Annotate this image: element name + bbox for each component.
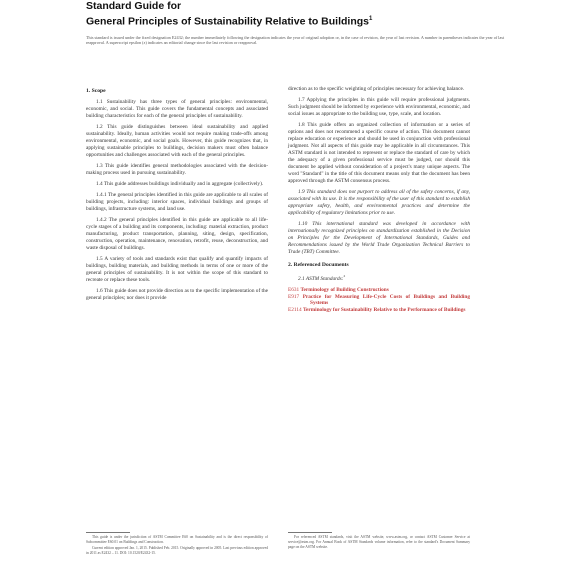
title-line-1: Standard Guide for [86, 0, 182, 12]
referenced-documents-heading: 2. Referenced Documents [288, 262, 349, 268]
document-header [86, 0, 516, 46]
reference-title[interactable]: Terminology of Building Constructions [300, 286, 389, 293]
paragraph-1-10: 1.10 This international standard was developed in accordance with internationally recognized principles on standardization established in the Decision on Principles for the Development of International Standards, Guides and Recommendations issued by the World Trade Organization Technical Barriers to Trade (TBT) Committee. [288, 221, 470, 255]
paragraph-1-6: 1.6 This guide does not provide direction as to the specific implementation of the general principles; nor does it provide [86, 288, 269, 301]
paragraph-1-4: 1.4 This guide addresses buildings individually and in aggregate (collectively). [96, 181, 264, 187]
paragraph-1-4-1: 1.4.1 The general principles identified in this guide are applicable to all scales of building projects, including: interior spaces, individual buildings and groups of buildings, infrastructure systems, and land use. [86, 192, 268, 212]
reference-title[interactable]: Terminology for Sustainability Relative to the Performance of Buildings [302, 307, 466, 314]
paragraph-1-2: 1.2 This guide distinguishes between ideal sustainability and applied sustainability. Ideally, human activities would not require making trade-offs among environmental, economic, and social goals. However, this guide recognizes that, in applying sustainable principles to buildings, decision makers must often balance opportunities and challenges associated with each of the general principles. [86, 124, 268, 158]
paragraph-1-7: 1.7 Applying the principles in this guide will require professional judgments. Such judgment should be informed by experience with environmental, economic, and social issues as appropriate to the building use, type, scale, and location. [288, 97, 470, 117]
designation-notice: This standard is issued under the fixed designation E2432; the number immediately following the designation indicates the year of original adoption or, in the case of revision, the year of last revision. A number in parentheses indicates the year of last reapproval. A superscript epsilon (ε) indicates an editorial change since the last revision or reapproval. [86, 34, 505, 46]
footnotes-left [86, 532, 268, 557]
paragraph-1-3: 1.3 This guide identifies general methodologies associated with the decision-making process used in pursuing sustainability. [86, 163, 268, 176]
astm-standards-intro [288, 273, 470, 283]
document-title: General Principles of Sustainability Relative to Buildings [86, 15, 369, 28]
title-footnote-mark: 1 [368, 16, 373, 22]
footnote-edition: Current edition approved Jan. 1, 2015. Published Feb. 2015. Originally approved in 2005. Last previous edition approved in 2011 as E2432 – 11. DOI: 10.1520/E2432-15. [86, 546, 268, 555]
footnote-divider [288, 532, 332, 533]
paragraph-1-9: 1.9 This standard does not purport to address all of the safety concerns, if any, associated with its use. It is the responsibility of the user of this standard to establish appropriate safety, health, and environmental practices and determine the applicability of regulatory limitations prior to use. [288, 189, 470, 216]
reference-item-e631[interactable] [288, 287, 470, 294]
title-line-2 [86, 13, 516, 29]
reference-title[interactable]: Practice for Measuring Life-Cycle Costs of Buildings and Building Systems [302, 293, 471, 307]
reference-code[interactable]: E631 [288, 286, 300, 293]
astm-standards-label: 2.1 ASTM Standards: [298, 275, 344, 282]
right-column [288, 86, 470, 314]
reference-code[interactable]: E2114 [288, 307, 302, 314]
ref-footnote-mark: 2 [343, 274, 346, 278]
paragraph-1-8: 1.8 This guide offers an organized collection of information or a series of options and does not recommend a specific course of action. This document cannot replace education or experience and should be used in conjunction with professional judgment. Not all aspects of this guide may be applicable in all circumstances. This ASTM standard is not intended to represent or replace the standard of care by which the adequacy of a given professional service must be judged, nor should this document be applied without consideration of a project's many unique aspects. The word "Standard" in the title of this document means only that the document has been approved through the ASTM consensus process. [288, 122, 470, 184]
reference-item-e2114[interactable] [288, 307, 470, 314]
reference-code[interactable]: E917 [288, 293, 300, 300]
left-column [86, 86, 268, 306]
footnotes-right [288, 532, 470, 551]
footnote-divider [86, 532, 130, 533]
footnote-2: For referenced ASTM standards, visit the ASTM website, www.astm.org, or contact ASTM Customer Service at service@astm.org. For Annual Book of ASTM Standards volume information, refer to the standard's Document Summary page on the ASTM website. [288, 535, 470, 549]
reference-item-e917[interactable] [288, 294, 470, 308]
scope-heading: 1. Scope [86, 88, 106, 94]
paragraph-1-4-2: 1.4.2 The general principles identified in this guide are applicable to all life-cycle stages of a building and its components, including: material extraction, product manufacturing, product transportation, planning, siting, design, specification, construction, operation, maintenance, renovation, retrofit, reuse, deconstruction, and waste disposal of buildings. [86, 217, 268, 251]
footnote-1: This guide is under the jurisdiction of ASTM Committee E60 on Sustainability and is the direct responsibility of Subcommittee E60.01 on Buildings and Construction. [86, 535, 268, 544]
reference-list [288, 287, 470, 314]
paragraph-1-1: 1.1 Sustainability has three types of general principles: environmental, economic, and social. This guide covers the fundamental concepts and associated building characteristics for each of the general principles of sustainability. [86, 99, 268, 119]
paragraph-1-6-continued: direction as to the specific weighting of principles necessary for achieving balance. [288, 86, 465, 92]
paragraph-1-5: 1.5 A variety of tools and standards exist that qualify and quantify impacts of buildings, building materials, and building methods in terms of one or more of the general principles of sustainability. It is not within the scope of this standard to recreate or replace these tools. [86, 256, 268, 283]
